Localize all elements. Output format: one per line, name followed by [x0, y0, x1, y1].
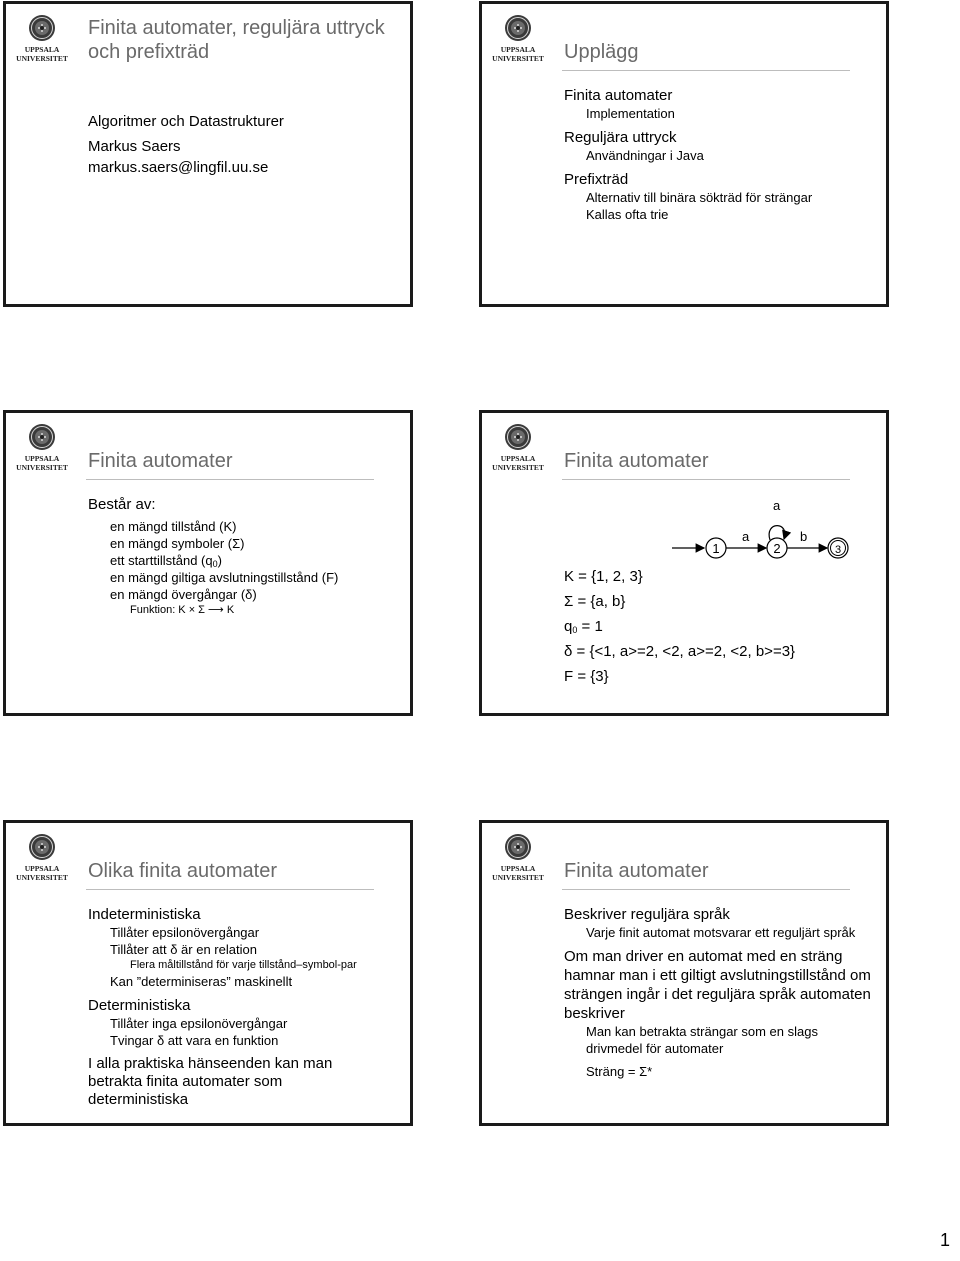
slide-body: [88, 110, 398, 177]
svg-text:UPPSALA: UPPSALA: [24, 454, 60, 463]
sub-bullet: Implementation: [586, 106, 675, 121]
sub-bullet: en mängd giltiga avslutningstillstånd (F): [110, 570, 339, 585]
svg-text:UPPSALA: UPPSALA: [500, 454, 536, 463]
sub-bullet: Tillåter epsilonövergångar: [110, 925, 260, 940]
transition-2-3-label: b: [800, 529, 808, 544]
svg-text:UNIVERSITET: UNIVERSITET: [492, 873, 544, 882]
sub-bullet: Man kan betrakta strängar som en slags drivmedel för automater: [586, 1024, 818, 1056]
logo: [492, 831, 544, 883]
sub-bullet: Varje finit automat motsvarar ett reguljärt språk: [586, 925, 856, 940]
slide-body: [564, 84, 874, 223]
svg-text:UPPSALA: UPPSALA: [24, 864, 60, 873]
svg-text:UNIVERSITET: UNIVERSITET: [16, 463, 68, 472]
logo: [16, 12, 68, 64]
svg-text:UNIVERSITET: UNIVERSITET: [16, 873, 68, 882]
slide-fa-languages: [479, 820, 889, 1126]
transition-1-2-label: a: [742, 529, 750, 544]
state-1-label: 1: [712, 541, 720, 556]
svg-text:UNIVERSITET: UNIVERSITET: [16, 54, 68, 63]
title-rule: [562, 479, 850, 480]
logo: [492, 421, 544, 473]
svg-text:UNIVERSITET: UNIVERSITET: [492, 463, 544, 472]
title-rule: [86, 889, 374, 890]
automaton-diagram: [662, 493, 862, 563]
set-k: K = {1, 2, 3}: [564, 568, 643, 585]
sub-bullet: Tillåter inga epsilonövergångar: [110, 1016, 288, 1031]
slide-title-page: [3, 1, 413, 307]
sub-bullet: Kan ”determiniseras” maskinellt: [110, 974, 293, 989]
slide-outline: [479, 1, 889, 307]
title-rule: [562, 889, 850, 890]
title-rule: [86, 479, 374, 480]
bullet: Beskriver reguljära språk: [564, 906, 730, 923]
uppsala-logo-icon: [492, 421, 544, 473]
page-number: 1: [939, 1230, 950, 1250]
course-name: Algoritmer och Datastrukturer: [88, 113, 284, 130]
sub-bullet: Tillåter att δ är en relation: [110, 942, 257, 957]
state-3-label: 3: [834, 544, 842, 556]
uppsala-logo-icon: [492, 831, 544, 883]
state-2-label: 2: [773, 541, 781, 556]
self-loop-label: a: [773, 498, 781, 513]
slide-title: Finita automater, reguljära uttryck och prefixträd: [88, 17, 385, 63]
bullet: Består av:: [88, 496, 156, 513]
logo: [16, 421, 68, 473]
slide-body: [88, 493, 398, 618]
uppsala-logo-icon: [16, 12, 68, 64]
logo: [492, 12, 544, 64]
uppsala-logo-icon: [16, 831, 68, 883]
svg-text:UNIVERSITET: UNIVERSITET: [492, 54, 544, 63]
bullet: Reguljära uttryck: [564, 129, 677, 146]
uppsala-logo-icon: [16, 421, 68, 473]
svg-text:UPPSALA: UPPSALA: [24, 45, 60, 54]
bullet: Prefixträd: [564, 171, 629, 188]
bullet: Deterministiska: [88, 997, 191, 1014]
author-email: markus.saers@lingfil.uu.se: [88, 159, 269, 176]
transition-function: δ = {<1, a>=2, <2, a>=2, <2, b>=3}: [564, 643, 796, 660]
uppsala-logo-icon: [492, 12, 544, 64]
slide-fa-definition: [3, 410, 413, 716]
bullet: Indeterministiska: [88, 906, 201, 923]
sub-bullet: Tvingar δ att vara en funktion: [110, 1033, 279, 1048]
sub-bullet: Kallas ofta trie: [586, 207, 669, 222]
sub-bullet: en mängd tillstånd (K): [110, 519, 237, 534]
sub-bullet: en mängd symboler (Σ): [110, 536, 245, 551]
slide-title: Olika finita automater: [88, 860, 277, 882]
slide-body: [564, 565, 874, 686]
slide-fa-example: [479, 410, 889, 716]
slide-title: Upplägg: [564, 41, 639, 63]
author-name: Markus Saers: [88, 138, 181, 155]
sub-bullet: en mängd övergångar (δ): [110, 587, 257, 602]
slide-title: Finita automater: [88, 450, 233, 472]
logo: [16, 831, 68, 883]
sub-sub-bullet: Funktion: K × Σ ⟶ K: [130, 604, 235, 616]
slide-title: Finita automater: [564, 450, 709, 472]
slide-title: Finita automater: [564, 860, 709, 882]
slide-fa-types: [3, 820, 413, 1126]
sub-sub-bullet: Flera måltillstånd för varje tillstånd–symbol-par: [130, 959, 357, 971]
sub-bullet: Alternativ till binära sökträd för strängar: [586, 190, 813, 205]
sub-bullet: Sträng = Σ*: [586, 1064, 653, 1079]
slide-body: [88, 903, 398, 1109]
bullet: I alla praktiska hänseenden kan man betrakta finita automater som deterministiska: [88, 1055, 333, 1108]
start-state: $q_0 = 1$: [564, 618, 603, 635]
svg-text:UPPSALA: UPPSALA: [500, 864, 536, 873]
title-rule: [562, 70, 850, 71]
sub-bullet: ett starttillstånd $(q_0)$: [110, 553, 222, 569]
sub-bullet: Användningar i Java: [586, 148, 704, 163]
slide-body: [564, 903, 874, 1080]
set-sigma: Σ = {a, b}: [564, 593, 626, 610]
bullet: Om man driver en automat med en sträng hamnar man i ett giltigt avslutningstillstånd om strängen ingår i det reguljära språk automaten beskriver: [564, 948, 871, 1022]
arrow-icon: ⟶: [208, 604, 224, 616]
svg-text:UPPSALA: UPPSALA: [500, 45, 536, 54]
bullet: Finita automater: [564, 87, 673, 104]
accepting-states: F = {3}: [564, 668, 609, 685]
